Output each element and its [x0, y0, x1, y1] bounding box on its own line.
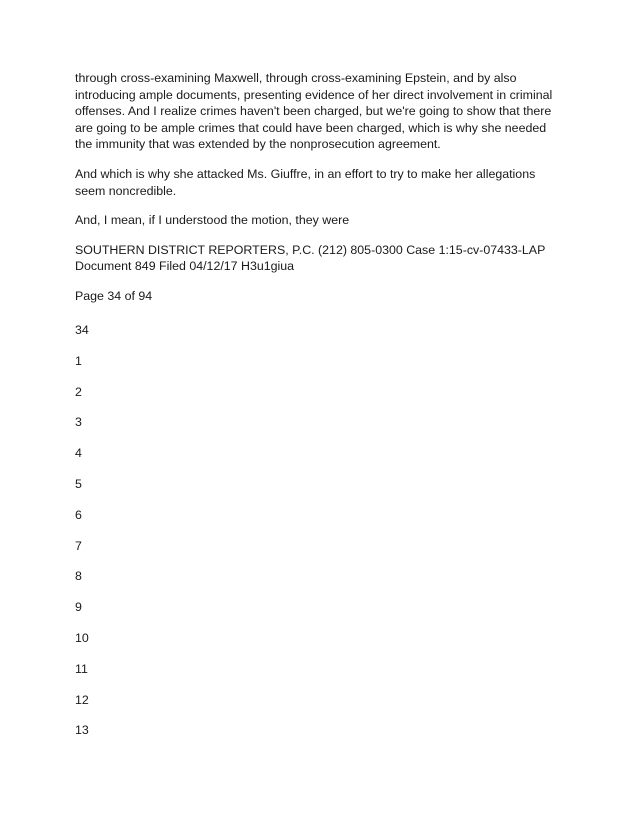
line-number: 6: [75, 507, 82, 522]
line-number: 9: [75, 600, 82, 615]
line-number: 2: [75, 384, 82, 399]
line-number: 10: [75, 630, 89, 645]
line-number-column: [75, 322, 115, 753]
line-number: 13: [75, 723, 89, 738]
line-number: 4: [75, 446, 82, 461]
line-number: 7: [75, 538, 82, 553]
line-number: 11: [75, 661, 88, 676]
page-indicator: Page 34 of 94: [75, 288, 153, 303]
document-body: [75, 70, 563, 318]
line-number: 5: [75, 476, 82, 491]
line-number: 8: [75, 569, 82, 584]
line-number: 3: [75, 415, 82, 430]
testimony-paragraph: And, I mean, if I understood the motion, they were: [75, 213, 350, 228]
testimony-paragraph: And which is why she attacked Ms. Giuffre, in an effort to try to make her allegations seem noncredible.: [75, 166, 536, 198]
reporter-header: SOUTHERN DISTRICT REPORTERS, P.C. (212) 805-0300 Case 1:15-cv-07433-LAP Document 849 Filed 04/12/17 H3u1giua: [75, 242, 546, 274]
testimony-paragraph: through cross-examining Maxwell, through cross-examining Epstein, and by also introducing ample documents, presenting evidence of her direct involvement in criminal offenses. And I realize crimes haven't been charged, but we're going to show that there are going to be ample crimes that could have been charged, which is why she needed the immunity that was extended by the nonprosecution agreement.: [75, 71, 553, 152]
line-number: 12: [75, 692, 89, 707]
page-number: 34: [75, 323, 89, 337]
line-number: 1: [75, 353, 82, 368]
